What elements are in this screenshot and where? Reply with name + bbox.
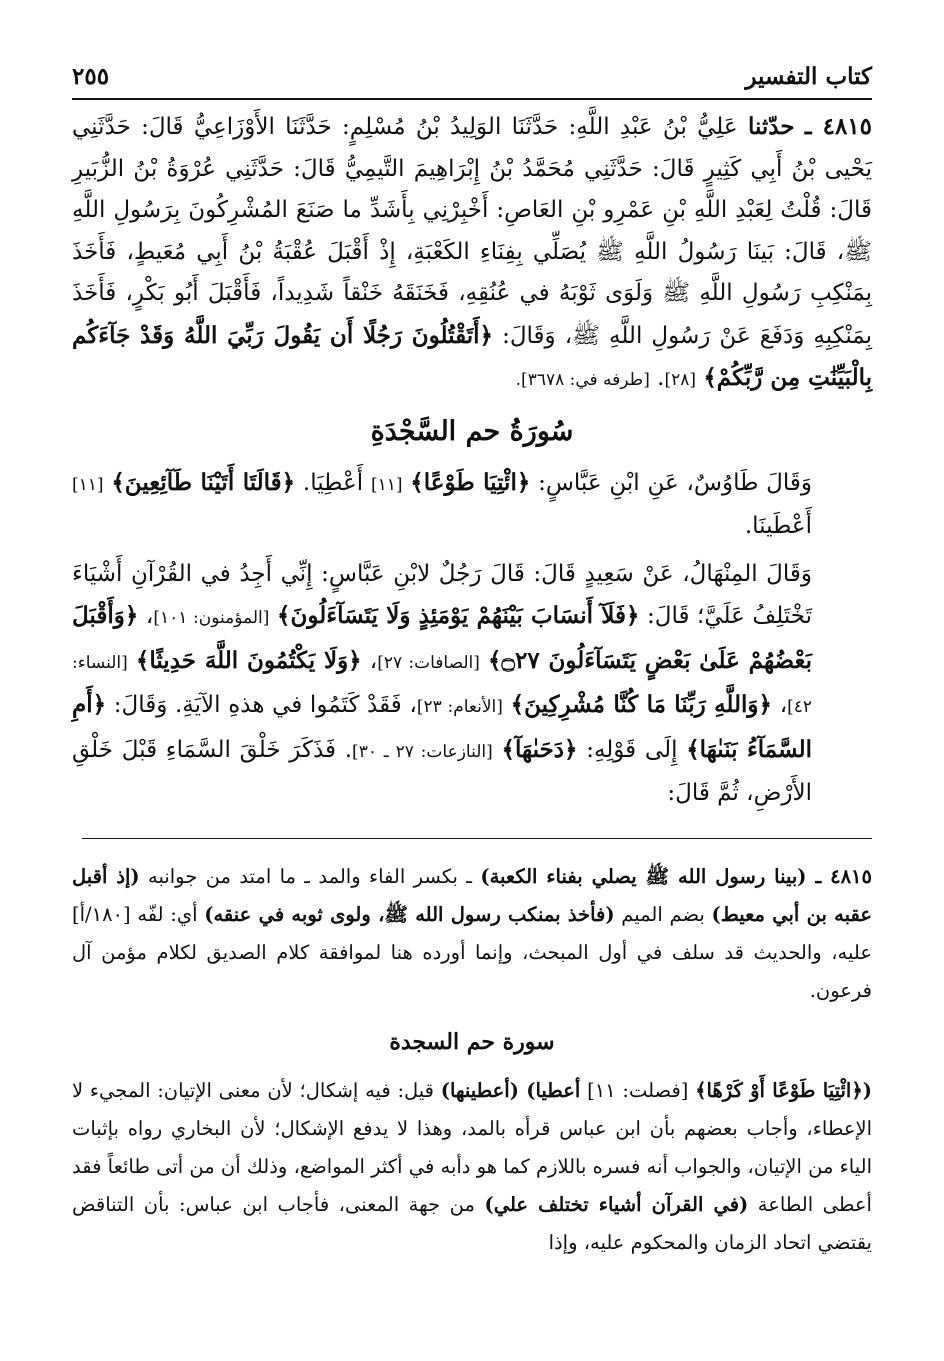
quran-verse: ﴿وَاللَّهِ رَبِّنَا مَا كُنَّا مُشْرِكِينَ﴾ — [510, 691, 773, 718]
verse-reference: [الصافات: ٢٧] — [377, 652, 480, 673]
hadith-number: ٤٨١٥ ـ — [815, 865, 872, 888]
quoted-text: (بينا رسول الله ﷺ يصلي بفناء الكعبة) — [480, 865, 816, 888]
header-rule — [72, 98, 872, 100]
quoted-text: (فأخذ بمنكب رسول الله ﷺ، ولوى ثوبه في عنقه) — [204, 903, 615, 926]
text: من جهة المعنى، فأجاب ابن عباس: بأن التناقض يقتضي اتحاد الزمان والمحكوم عليه، وإذا — [72, 1193, 872, 1254]
quoted-text: (في القرآن أشياء تختلف علي) — [484, 1193, 749, 1216]
tawus-paragraph — [72, 462, 872, 548]
verse-reference: [النساء: ٤٢] — [72, 652, 813, 717]
commentary-paragraph — [72, 1072, 872, 1262]
punct: ، — [138, 603, 154, 629]
text: قيل: فيه إشكال؛ لأن معنى الإتيان: المجيء لا الإعطاء، وأجاب بعضهم بأن ابن عباس قرأه بالمد، وهذا لا يدفع الإشكال؛ لأن البخاري رواه بإثبات الياء من الإتيان، والجواب أنه فسره باللازم كما هو دأبه في أكثر المواضع، وذلك أن من أتى طائعاً فقد أعطى الطاعة — [72, 1079, 872, 1216]
verse-reference: [الأنعام: ٢٣] — [416, 697, 503, 717]
surah-heading: سُورَةُ حم السَّجْدَةِ — [370, 415, 574, 447]
text: وَقَالَ المِنْهَالُ، عَنْ سَعِيدٍ قَالَ: قَالَ رَجُلٌ لابْنِ عَبَّاسٍ: إِنِّي أَجِدُ في القُرْآنِ أَشْيَاءَ تَخْتَلِفُ عَلَيَّ؛ قَالَ: — [72, 560, 813, 629]
hadith-paragraph — [72, 106, 872, 402]
text: أَعْطِيَا. — [295, 469, 371, 496]
footnote-separator — [82, 838, 872, 839]
quoted-text: (إذ أقبل عقبه بن أبي معيط) — [72, 865, 873, 926]
text: . فَذَكَرَ خَلْقَ السَّمَاءِ قَبْلَ خَلْقِ الأَرْضِ، ثُمَّ قَالَ: — [72, 736, 812, 806]
quran-verse: (﴿ائْتِيَا طَوْعًا أَوْ كَرْهًا﴾ — [695, 1079, 872, 1102]
quran-verse: ﴿وَلَا يَكْتُمُونَ اللَّهَ حَدِيثًا﴾ — [135, 646, 362, 674]
cross-reference: [طرفه في: ٣٦٧٨]. — [515, 370, 650, 390]
commentary-paragraph — [72, 858, 872, 1010]
quran-verse: ﴿فَلَآ أَنسَابَ بَيْنَهُمْ يَوْمَئِذٍ وَلَا يَتَسَآءَلُونَ﴾ — [277, 602, 640, 629]
text: بضم الميم — [614, 903, 712, 926]
commentary-surah-heading: سورة حم السجدة — [389, 1029, 555, 1055]
book-title: كتاب التفسير — [745, 62, 872, 90]
verse-reference: [١١] — [72, 474, 104, 495]
page-header — [72, 58, 872, 94]
verse-reference: [النازعات: ٢٧ ـ ٣٠] — [352, 741, 493, 762]
commentary-section — [72, 858, 872, 1262]
main-text — [72, 106, 872, 815]
text: أَعْطَينَا. — [744, 513, 812, 539]
punct: ، — [772, 692, 788, 718]
verse-reference: [٢٨] — [664, 370, 697, 390]
verse-reference: [فصلت: ١١] — [580, 1079, 696, 1102]
minhal-paragraph — [72, 554, 872, 815]
text: ، فَقَدْ كَتَمُوا في هذهِ الآيَةِ. وَقَالَ: — [106, 692, 417, 718]
quran-verse: ﴿قَالَتَا أَتَيْنَا طَآئِعِينَ﴾ — [111, 468, 296, 496]
hadith-text: عَلِيُّ بْنُ عَبْدِ اللَّهِ: حَدَّثَنَا الوَلِيدُ بْنُ مُسْلِمٍ: حَدَّثَنَا الأَوْزَاعِيُّ قَالَ: حَدَّثَنِي يَحْيى بْنُ أَبِي كَثِيرٍ قَالَ: حَدَّثَنِي مُحَمَّدُ بْنُ إِبْرَاهِيمَ التَّيمِيُّ قَالَ: حَدَّثَنِي عُرْوَةُ بْنُ الزُّبَيرِ قَالَ: قُلْتُ لِعَبْدِ اللَّهِ بْنِ عَمْرِو بْنِ العَاصِ: أَخْبِرْنِي بِأَشَدِّ ما صَنَعَ المُشْرِكُونَ بِرَسُولِ اللَّهِ ﷺ، قَالَ: بَينَا رَسُولُ اللَّهِ ﷺ يُصَلِّي بِفِنَاءِ الكَعْبَةِ، إِذْ أَقْبَلَ عُقْبَةُ بْنُ أَبِي مُعَيطٍ، فَأَخَذَ بِمَنْكِبِ رَسُولِ اللَّهِ ﷺ وَلَوَى ثَوْبَهُ في عُنُقِهِ، فَخَنَقَهُ خَنْقاً شَدِيداً، فَأَقْبَلَ أَبُو بَكْرٍ، فَأَخَذَ بِمَنْكِبِهِ وَدَفَعَ عَنْ رَسُولِ اللَّهِ ﷺ، وَقَالَ: — [72, 114, 872, 349]
quran-verse: ﴿أَتَقْتُلُونَ رَجُلًا أَن يَقُولَ رَبِّيَ اللَّهُ وَقَدْ جَآءَكُم بِالْبَيِّنَٰتِ مِن رَّبِّكُمْ﴾ — [72, 321, 872, 391]
verse-reference: [١١] — [370, 474, 403, 495]
punct: ، — [361, 647, 378, 674]
text: أي: لفّه [١٨٠/أ] عليه، والحديث قد سلف في أول المبحث، وإنما أورده هنا لموافقة كلام الصديق لكلام مؤمن آل فرعون. — [72, 903, 872, 1002]
verse-reference: [المؤمنون: ١٠١] — [153, 608, 270, 628]
quoted-text: أعطيا) (أعطينها) — [440, 1079, 581, 1102]
text: ـ بكسر الفاء والمد ـ ما امتد من جوانبه — [139, 865, 481, 888]
quran-verse: ﴿وَأَقْبَلَ بَعْضُهُمْ عَلَىٰ بَعْضٍ يَتَسَآءَلُونَ ۝٢٧﴾ — [72, 602, 813, 674]
hadith-number: ٤٨١٥ ـ — [804, 113, 873, 140]
quran-verse: ﴿دَحَىٰهَآ﴾ — [501, 735, 578, 763]
text: إِلَى قَوْلِهِ: — [577, 736, 687, 763]
quran-verse: ﴿ائْتِيَا طَوْعًا﴾ — [410, 468, 531, 496]
text: وَقَالَ طَاوُسٌ، عَنِ ابْنِ عَبَّاسٍ: — [530, 469, 812, 496]
page-number: ٢٥٥ — [72, 62, 110, 90]
punct: . — [657, 365, 665, 391]
quran-verse: ﴿أَمِ السَّمَآءُ بَنَىٰهَا﴾ — [72, 691, 813, 763]
hadith-chain-opening: حدّثنا — [747, 113, 795, 140]
